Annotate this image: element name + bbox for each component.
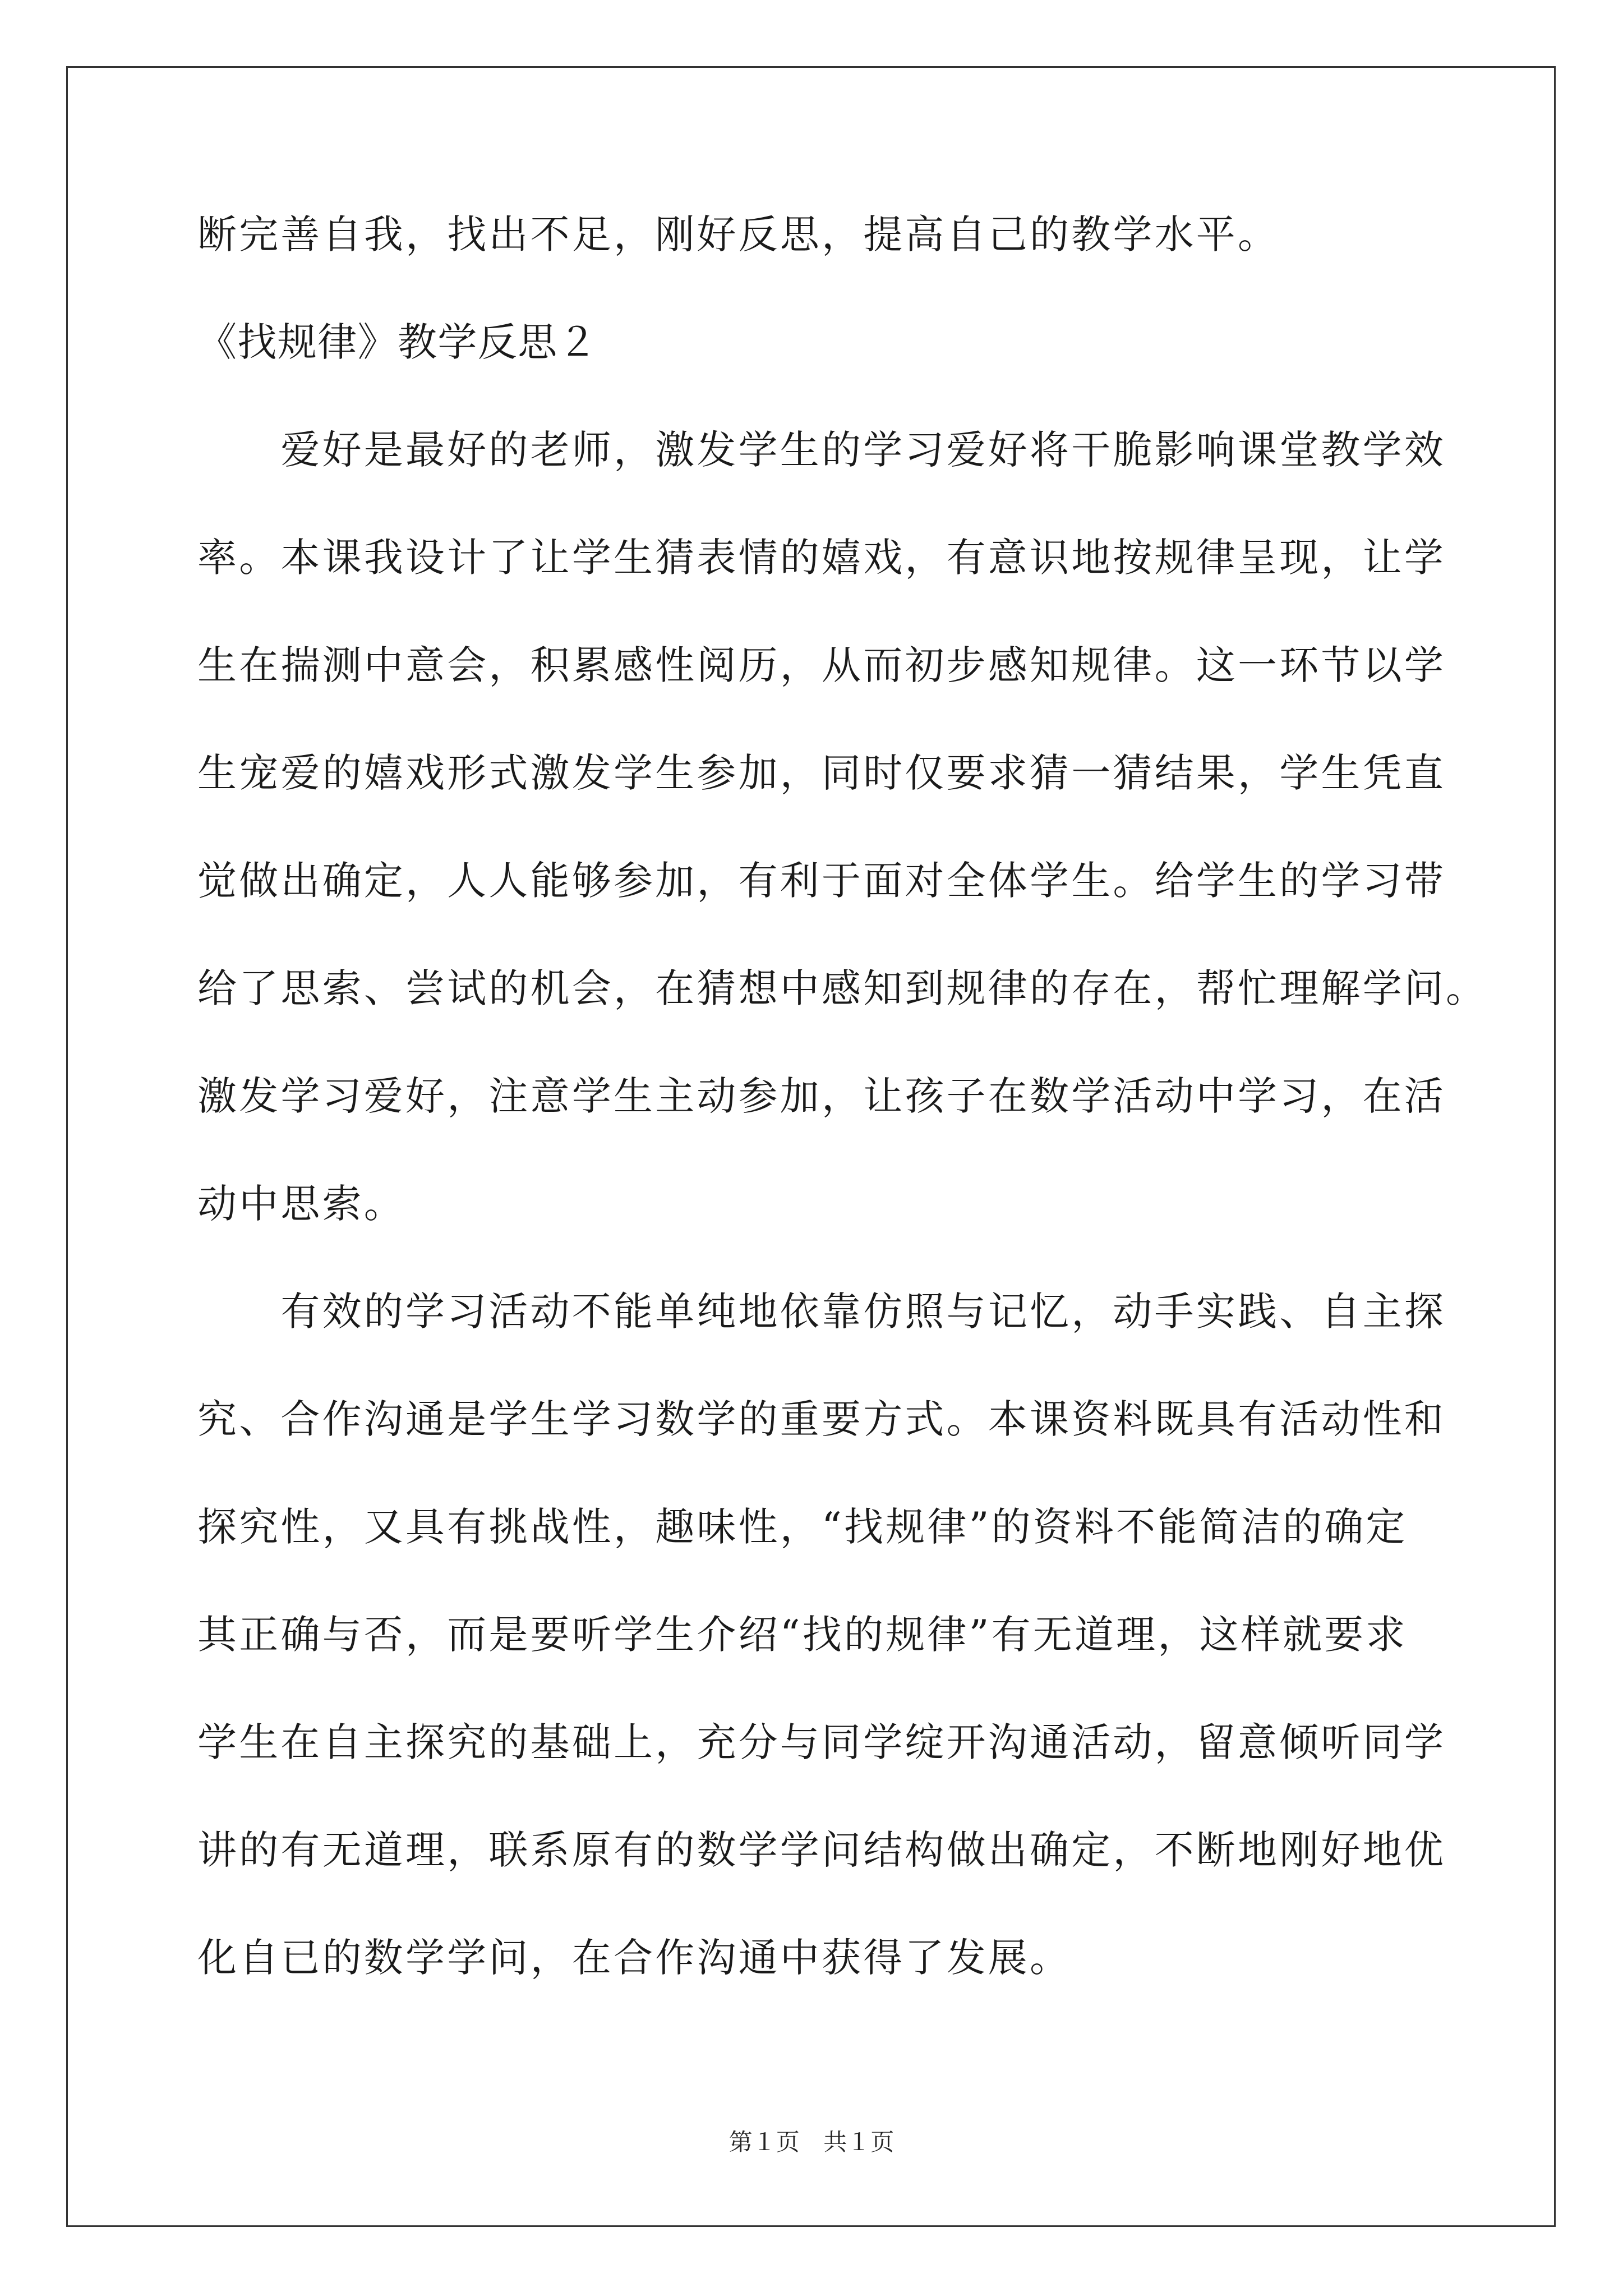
text-line: 断完善自我，找出不足，刚好反思，提高自己的教学水平。	[197, 211, 1280, 257]
text-line: 有效的学习活动不能单纯地依靠仿照与记忆，动手实践、自主探	[197, 1289, 1446, 1335]
section-heading: 《找规律》教学反思２	[197, 319, 598, 365]
paragraph	[197, 423, 1488, 1231]
page-total: 共１页	[823, 2130, 895, 2156]
text-line: 率。本课我设计了让学生猜表情的嬉戏，有意识地按规律呈现，让学	[197, 535, 1446, 581]
text-line: 探究性，又具有挑战性，趣味性，“找规律”的资料不能简洁的确定	[197, 1504, 1408, 1550]
document-body	[197, 208, 1488, 1985]
text-line: 其正确与否，而是要听学生介绍“找的规律”有无道理，这样就要求	[197, 1612, 1408, 1658]
text-line: 学生在自主探究的基础上，充分与同学绽开沟通活动，留意倾听同学	[197, 1719, 1446, 1765]
text-line: 讲的有无道理，联系原有的数学学问结构做出确定，不断地刚好地优	[197, 1827, 1446, 1873]
text-line: 动中思索。	[197, 1181, 405, 1227]
text-line: 激发学习爱好，注意学生主动参加，让孩子在数学活动中学习，在活	[197, 1073, 1446, 1119]
text-line: 生宠爱的嬉戏形式激发学生参加，同时仅要求猜一猜结果，学生凭直	[197, 750, 1446, 796]
text-line: 化自已的数学学问，在合作沟通中获得了发展。	[197, 1935, 1072, 1981]
text-line: 爱好是最好的老师，激发学生的学习爱好将干脆影响课堂教学效	[197, 427, 1446, 473]
text-line: 究、合作沟通是学生学习数学的重要方式。本课资料既具有活动性和	[197, 1396, 1446, 1442]
text-line: 觉做出确定，人人能够参加，有利于面对全体学生。给学生的学习带	[197, 858, 1446, 904]
text-line: 生在揣测中意会，积累感性阅历，从而初步感知规律。这一环节以学	[197, 642, 1446, 688]
page-footer	[0, 2126, 1623, 2160]
paragraph	[197, 1285, 1446, 1985]
page-number: 第１页	[728, 2130, 800, 2156]
line-gap	[197, 261, 1431, 315]
line-gap	[197, 369, 1431, 423]
text-line: 给了思索、尝试的机会，在猜想中感知到规律的存在，帮忙理解学问。	[197, 965, 1488, 1011]
